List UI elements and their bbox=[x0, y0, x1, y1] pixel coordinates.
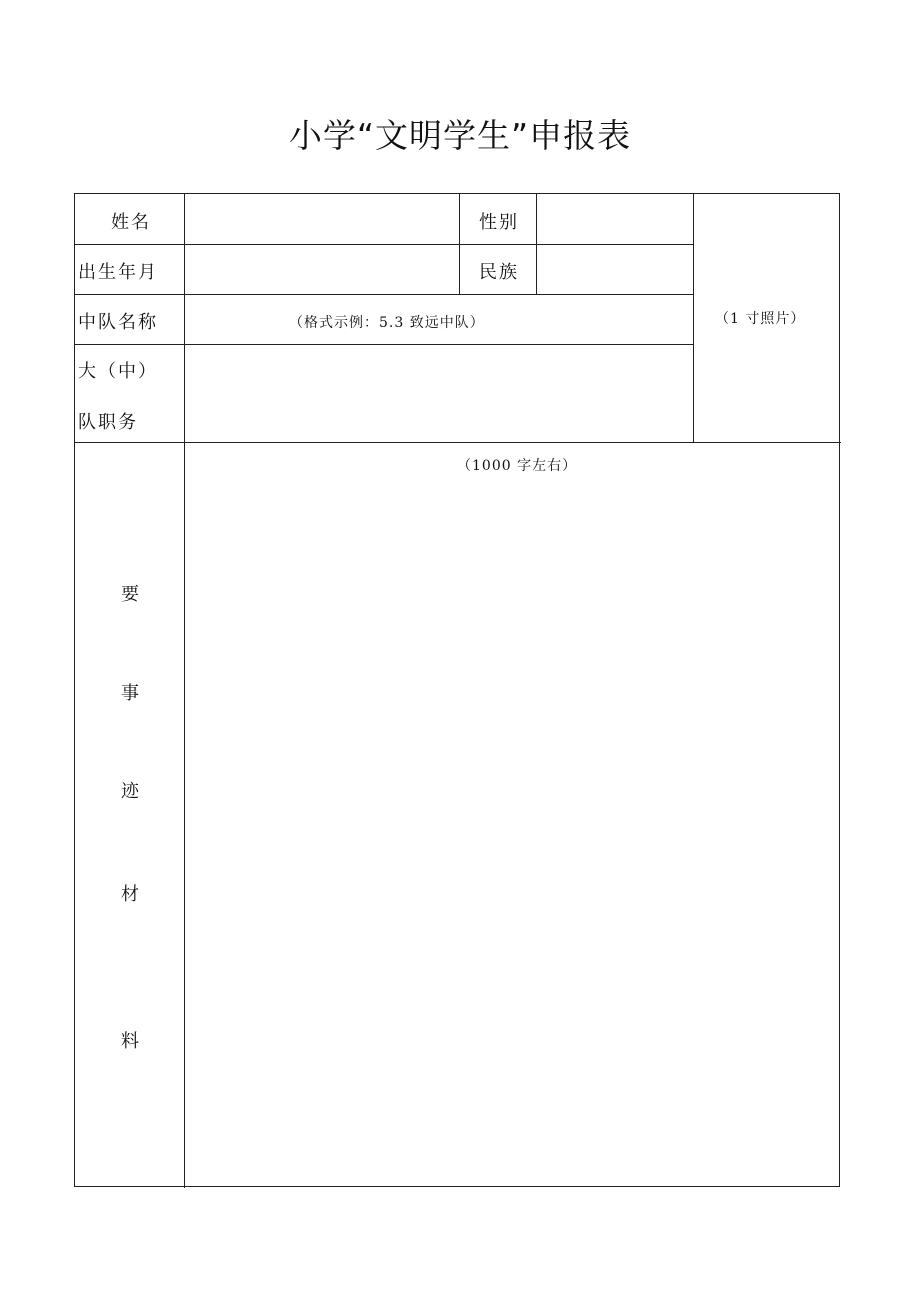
application-form bbox=[74, 193, 840, 1187]
squad-label: 中队名称 bbox=[78, 312, 158, 333]
photo-hint: （1 寸照片） bbox=[715, 311, 806, 327]
birth-label: 出生年月 bbox=[78, 262, 158, 283]
photo-box[interactable] bbox=[694, 194, 840, 442]
squad-field[interactable] bbox=[185, 295, 693, 344]
gender-field[interactable] bbox=[537, 194, 693, 244]
position-field[interactable] bbox=[185, 345, 693, 442]
column-divider bbox=[459, 194, 460, 294]
squad-hint: （格式示例：5.3 致远中队） bbox=[289, 315, 485, 331]
deeds-field[interactable] bbox=[185, 443, 840, 1187]
deeds-label-char: 材 bbox=[121, 884, 141, 905]
deeds-label-char: 迹 bbox=[121, 781, 141, 802]
page-title: 小学“文明学生”申报表 bbox=[288, 116, 632, 155]
birth-field[interactable] bbox=[185, 245, 459, 294]
ethnicity-field[interactable] bbox=[537, 245, 693, 294]
name-field[interactable] bbox=[185, 194, 459, 244]
name-label: 姓名 bbox=[111, 212, 151, 233]
deeds-label-char: 要 bbox=[121, 584, 141, 605]
deeds-label-char: 料 bbox=[121, 1031, 141, 1052]
gender-label: 性别 bbox=[479, 212, 519, 233]
deeds-label-char: 事 bbox=[121, 683, 141, 704]
position-label-line1: 大（中） bbox=[78, 361, 158, 382]
position-label-line2: 队职务 bbox=[78, 412, 138, 433]
ethnicity-label: 民族 bbox=[479, 262, 519, 283]
deeds-hint: （1000 字左右） bbox=[457, 458, 578, 474]
